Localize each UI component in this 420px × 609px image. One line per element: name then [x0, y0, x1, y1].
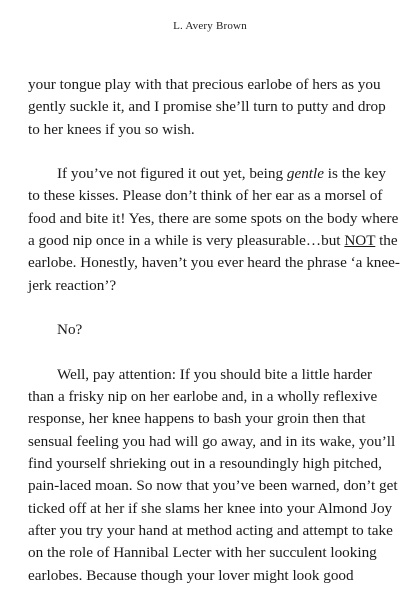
underline-not: NOT	[344, 232, 376, 250]
emphasis-gentle: gentle	[286, 165, 324, 183]
paragraph-gentle-part1: If you’ve not figured it out yet, being	[57, 165, 287, 183]
paragraph-no: No?	[57, 321, 83, 339]
running-header-author: L. Avery Brown	[173, 20, 247, 32]
paragraph-continuation: your tongue play with that precious earlobe of hers as you gently suckle it, and I promise she’ll turn to putty and drop to her knees if you so wish.	[28, 76, 386, 138]
paragraph-pay-attention: Well, pay attention: If you should bite a little harder than a frisky nip on her earlobe and, in a wholly reflexive response, her knee happens to bash your groin then that sensual feeling you had will go away, and in its wake, you’ll find yourself shrieking out in a resoundingly high pitched, pain-laced moan. So now that you’ve been warned, don’t get ticked off at her if she slams her knee into your Almond Joy after you try your hand at method acting and attempt to take on the role of Hannibal Lecter with her succulent looking earlobes. Because though your lover might look good	[28, 365, 398, 584]
paragraph-gentle	[28, 163, 400, 297]
body-text	[28, 74, 400, 609]
paragraph-gentle-part2: is the key to these kisses. Please don’t think of her ear as a morsel of food and bite it! Yes, there are some spots on the body where a good nip once in a while is very pleasurable…but	[28, 165, 399, 250]
paragraph-gentle-part3: the earlobe. Honestly, haven’t you ever heard the phrase ‘a knee-jerk reaction’?	[28, 232, 400, 294]
